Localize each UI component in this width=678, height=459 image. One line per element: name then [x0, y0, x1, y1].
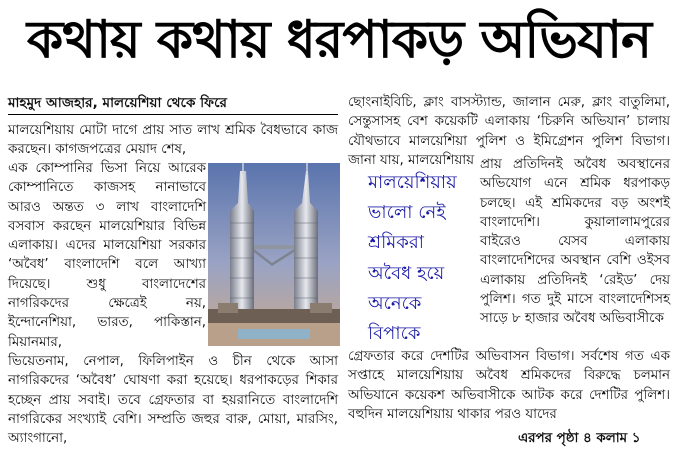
byline: মাহমুদ আজহার, মালয়েশিয়া থেকে ফিরে [8, 95, 228, 111]
left-column-mid [8, 159, 206, 352]
left-paragraph-bottom: ভিয়েতনাম, নেপাল, ফিলিপাইন ও চীন থেকে আসা নাগরিকদের ‘অবৈধ’ ঘোষণা করা হয়েছে। ধরপাকড়ের শিকার হচ্ছেন প্রায় সবাই। তবে গ্রেফতার বা হয়রানিতে বাংলাদেশি নাগরিকের সংখ্যাই বেশি। সম্প্রতি জহুর বারু, মোয়া, মারসিং, অ্যাংগানো, [8, 354, 338, 447]
right-paragraph-mid: প্রায় প্রতিদিনই অবৈধ অবস্থানের অভিযোগ এনে শ্রমিক ধরপাকড় চলছে। এই শ্রমিকদের বড় অংশই বাংলাদেশি। কুয়ালালামপুরের বাইরেও যেসব এলাকায় বাংলাদেশিদের অবস্থান বেশি ওইসব এলাকায় প্রতিদিনই ‘রেইড’ দেয় পুলিশ। গত দুই মাসে বাংলাদেশিসহ সাড়ে ৮ হাজার অবৈধ অভিবাসীকে [480, 157, 670, 327]
right-column-mid [480, 155, 670, 329]
pull-quote [368, 168, 476, 349]
right-paragraph-bottom: গ্রেফতার করে দেশটির অভিবাসন বিভাগ। সর্বশেষ গত এক সপ্তাহে মালয়েশিয়ায় অবৈধ শ্রমিকদের বিরুদ্ধে চলমান অভিযানে কয়েকশ অভিবাসীকে আটক করে দেশটির পুলিশ। বহুদিন মালয়েশিয়ায় থাকার পরও যাদের [348, 349, 670, 422]
continuation-note: এরপর পৃষ্ঠা ৪ কলাম ১ [518, 431, 641, 446]
left-column-top [8, 121, 338, 160]
left-paragraph-mid: এক কোম্পানির ভিসা নিয়ে আরেক কোম্পানিতে কাজসহ নানাভাবে আরও অন্তত ৩ লাখ বাংলাদেশি বসবাস করছেন মালয়েশিয়ার বিভিন্ন এলাকায়। এদের মালয়েশিয়া সরকার ‘অবৈধ’ বাংলাদেশি বলে আখ্যা দিয়েছে। শুধু বাংলাদেশের নাগরিকদের ক্ষেত্রেই নয়, ইন্দোনেশিয়া, ভারত, পাকিস্তান, মিয়ানমার, [8, 161, 206, 350]
pull-quote-line: অবৈধ হয়ে [368, 262, 445, 284]
right-paragraph-top: ছোংনাইবিচি, ক্লাং বাসস্ট্যান্ড, জালান মেরু, ক্লাং বাতুলিমা, সেন্তুসাসহ বেশ কয়েকটি এলাকায় ‘চিরুনি অভিযান’ চালায় যৌথভাবে মালয়েশিয়া পুলিশ ও ইমিগ্রেশন পুলিশ বিভাগ। জানা যায়, মালয়েশিয়ায় [348, 95, 670, 168]
right-column-bottom [348, 347, 670, 424]
left-column-bottom [8, 352, 338, 448]
pull-quote-line: বিপাকে [368, 323, 421, 345]
left-paragraph-top: মালয়েশিয়ায় মোটা দাগে প্রায় সাত লাখ শ্রমিক বৈধভাবে কাজ করছেন। কাগজপত্রের মেয়াদ শেষ, [8, 123, 338, 158]
towers-illustration [208, 163, 340, 346]
pull-quote-line: শ্রমিকরা [368, 232, 424, 254]
pull-quote-line: মালয়েশিয়ায় [368, 172, 457, 193]
headline: কথায় কথায় ধরপাকড় অভিযান [26, 9, 652, 70]
pull-quote-line: অনেকে [368, 292, 422, 314]
byline-divider [8, 114, 338, 115]
petronas-towers-photo [208, 163, 340, 346]
pull-quote-line: ভালো নেই [368, 202, 446, 224]
